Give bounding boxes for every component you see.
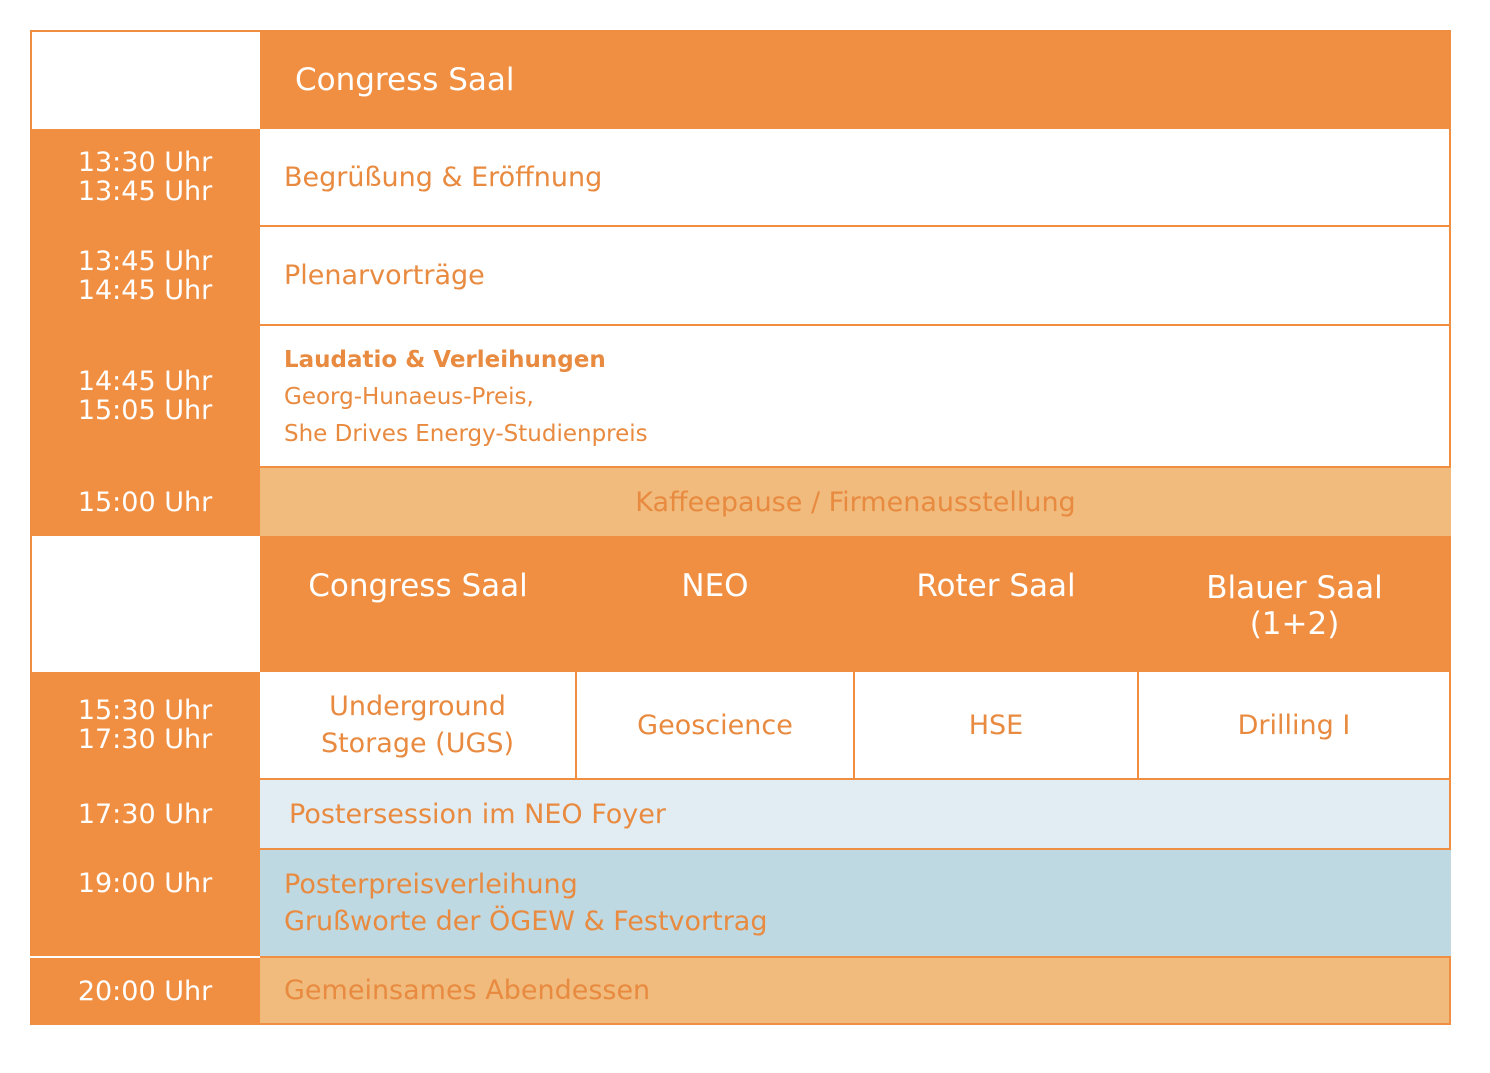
time-start: 13:30 Uhr (77, 147, 213, 178)
track-line-2: Storage (UGS) (320, 728, 515, 759)
agenda-item-dinner (260, 956, 1451, 1025)
track-cell-ugs (260, 672, 577, 778)
time-cell (30, 227, 260, 324)
room-header-congress-saal (260, 548, 576, 624)
agenda-item-welcome (260, 129, 1451, 225)
room-header-congress-saal (260, 30, 1451, 129)
award-line-2: She Drives Energy-Studienpreis (284, 421, 648, 447)
time-end: 13:45 Uhr (77, 176, 213, 207)
time-cell (30, 956, 260, 1025)
agenda-title: Plenarvorträge (284, 260, 485, 291)
room-header-roter-saal (854, 548, 1138, 624)
track-line-1: Underground (329, 691, 506, 722)
award-line-1: Georg-Hunaeus-Preis, (284, 384, 534, 410)
room-header-neo (576, 548, 854, 624)
track-line-1: Geoscience (637, 709, 793, 741)
time-cell (30, 672, 260, 778)
agenda-item-poster-session (260, 780, 1451, 848)
room-name: NEO (681, 568, 749, 604)
time-end: 15:05 Uhr (77, 395, 213, 426)
time-start: 14:45 Uhr (77, 366, 213, 397)
agenda-line-2: Grußworte der ÖGEW & Festvortrag (284, 906, 768, 937)
track-line-1: Drilling I (1237, 709, 1351, 741)
agenda-title: Begrüßung & Eröffnung (284, 161, 603, 193)
room-name: Blauer Saal (1206, 570, 1383, 606)
time-cell (30, 780, 260, 848)
track-cell-drilling (1139, 672, 1451, 778)
agenda-item-awards (260, 326, 1451, 466)
time-cell (30, 850, 260, 956)
time-single: 15:00 Uhr (77, 486, 213, 518)
time-end: 17:30 Uhr (77, 724, 213, 755)
time-start: 15:30 Uhr (77, 695, 213, 726)
agenda-item-poster-awards (260, 850, 1451, 956)
header-corner-cell (30, 536, 260, 672)
room-name: Roter Saal (916, 568, 1076, 604)
agenda-item-plenary (260, 227, 1451, 324)
time-cell (30, 468, 260, 536)
room-name-line-2: (1+2) (1249, 606, 1340, 642)
time-start: 13:45 Uhr (77, 245, 213, 277)
agenda-line-1: Posterpreisverleihung (284, 869, 578, 900)
header-corner-cell (30, 30, 262, 129)
time-single: 19:00 Uhr (77, 868, 213, 899)
time-cell (30, 129, 260, 225)
time-end: 14:45 Uhr (77, 274, 213, 306)
time-single: 17:30 Uhr (77, 798, 213, 830)
time-single: 20:00 Uhr (77, 976, 213, 1007)
agenda-title: Postersession im NEO Foyer (289, 798, 666, 830)
agenda-item-coffee-break (260, 468, 1451, 536)
time-cell (30, 326, 260, 466)
agenda-title: Gemeinsames Abendessen (284, 975, 651, 1006)
award-title: Laudatio & Verleihungen (284, 347, 606, 373)
track-cell-hse (855, 672, 1139, 778)
track-line-1: HSE (968, 709, 1024, 741)
room-name: Congress Saal (295, 61, 515, 98)
agenda-title: Kaffeepause / Firmenausstellung (635, 486, 1076, 518)
track-cell-geoscience (577, 672, 855, 778)
room-name: Congress Saal (308, 568, 528, 604)
room-header-blauer-saal (1138, 568, 1451, 644)
